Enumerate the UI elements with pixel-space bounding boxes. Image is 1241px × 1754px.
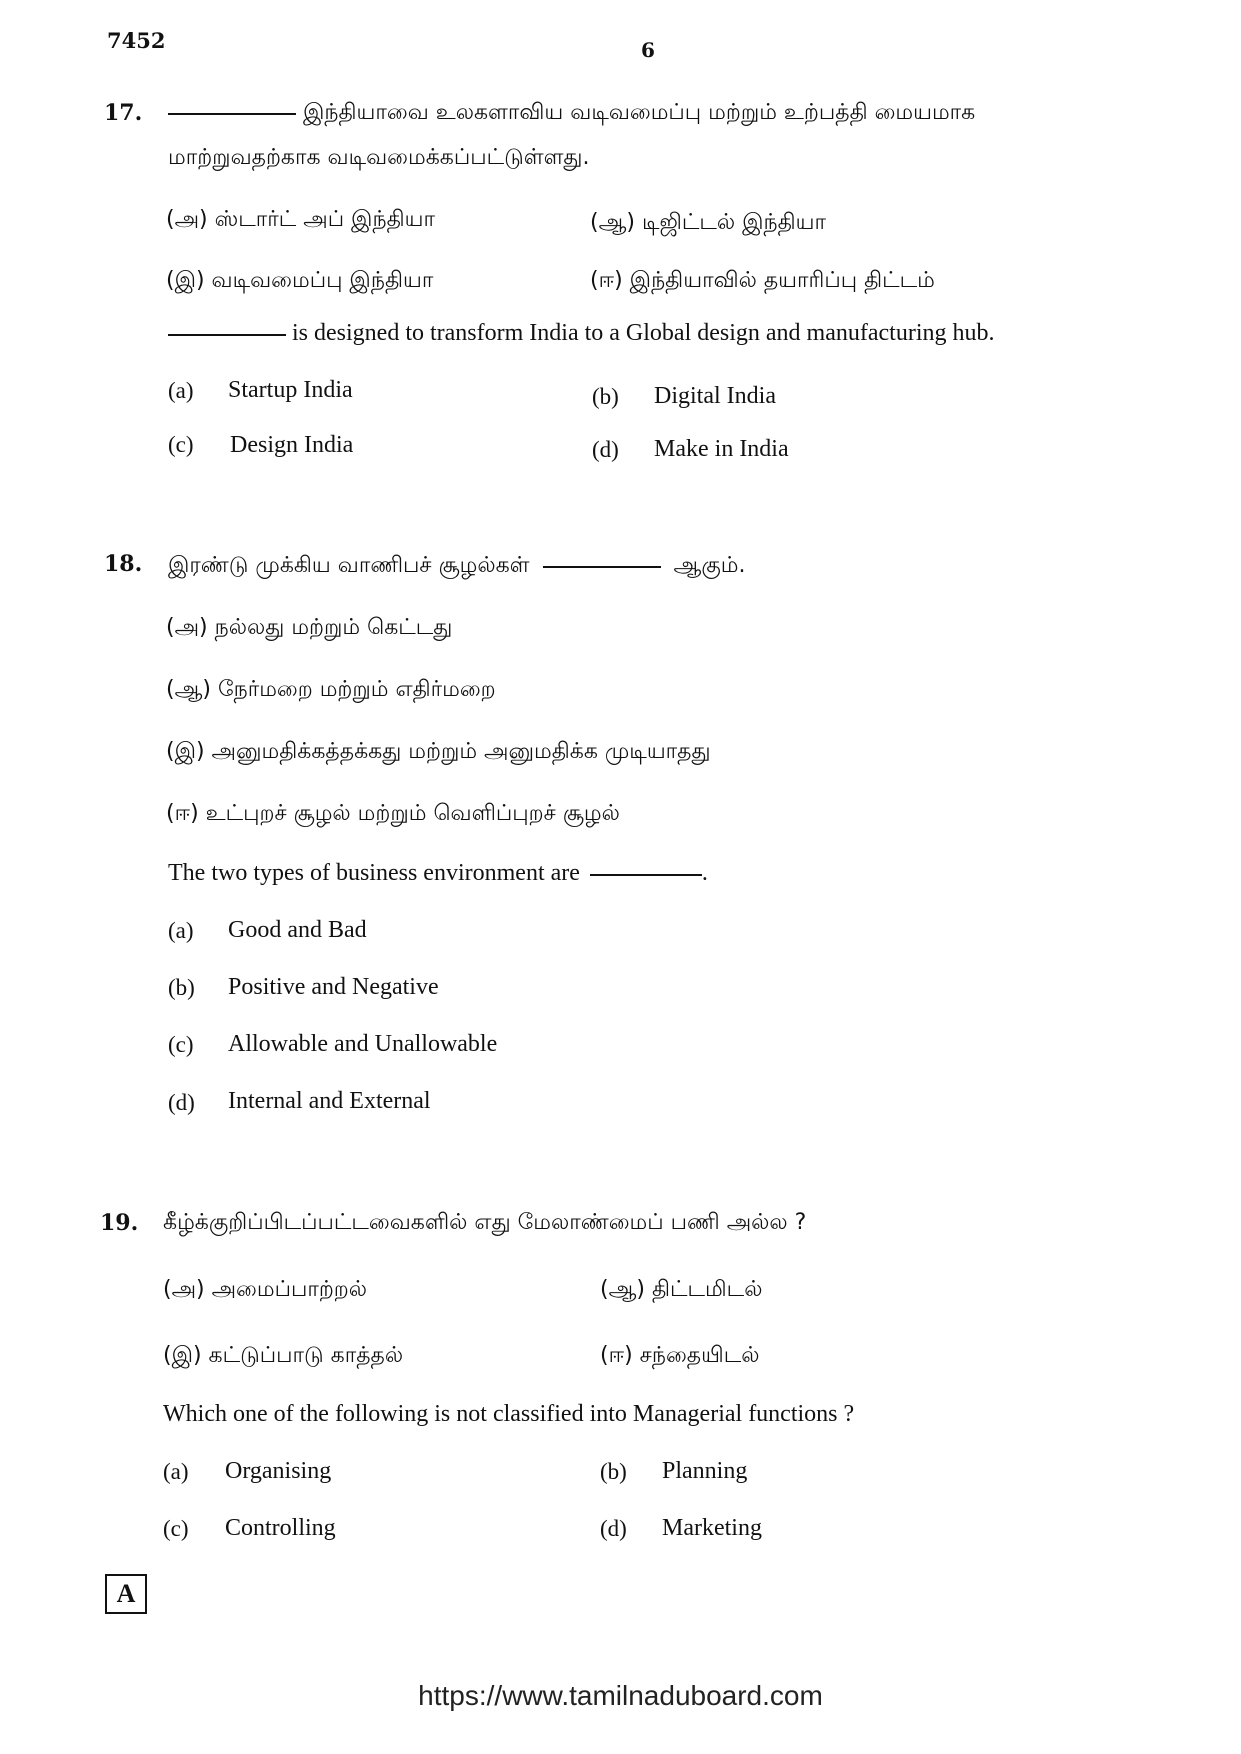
option-label: (b) [592, 384, 619, 409]
option-label: (d) [600, 1516, 627, 1541]
answer-blank [168, 113, 296, 115]
option-text: Organising [225, 1458, 332, 1484]
option-label: (d) [592, 437, 619, 462]
option-text: Controlling [225, 1515, 336, 1541]
footer-url: https://www.tamilnaduboard.com [418, 1680, 823, 1711]
tamil-option: (ஈ) இந்தியாவில் தயாரிப்பு திட்டம் [590, 268, 935, 293]
tamil-option: (அ) ஸ்டார்ட் அப் இந்தியா [166, 207, 435, 232]
tamil-option: (ஆ) நேர்மறை மற்றும் எதிர்மறை [166, 677, 496, 702]
question-tamil: கீழ்க்குறிப்பிடப்பட்டவைகளில் எது மேலாண்மைப் பணி அல்ல ? [163, 1210, 807, 1235]
option-label: (a) [168, 918, 194, 943]
option-text: Planning [662, 1458, 748, 1484]
page-number: 6 [641, 38, 655, 62]
option-text: Design India [230, 432, 354, 458]
question-number: 19. [100, 1210, 139, 1236]
tamil-option: (ஆ) திட்டமிடல் [600, 1277, 763, 1302]
tamil-option: (அ) அமைப்பாற்றல் [163, 1277, 368, 1302]
question-number: 18. [104, 551, 143, 577]
tamil-option: (இ) கட்டுப்பாடு காத்தல் [163, 1343, 404, 1368]
option-text: Make in India [654, 436, 789, 462]
option-label: (c) [168, 432, 194, 457]
tamil-option: (ஈ) உட்புறச் சூழல் மற்றும் வெளிப்புறச் சூழல் [166, 801, 620, 826]
question-english: The two types of business environment are . [168, 860, 708, 886]
option-text: Marketing [662, 1515, 762, 1541]
option-label: (b) [168, 975, 195, 1000]
question-number: 17. [104, 100, 143, 126]
option-label: (d) [168, 1090, 195, 1115]
option-text: Startup India [228, 377, 353, 403]
series-box: A [105, 1574, 147, 1614]
option-text: Internal and External [228, 1088, 431, 1114]
option-text: Digital India [654, 383, 776, 409]
tamil-option: (ஆ) டிஜிட்டல் இந்தியா [590, 210, 827, 235]
option-label: (b) [600, 1459, 627, 1484]
option-label: (c) [168, 1032, 194, 1057]
answer-blank [590, 874, 702, 876]
tamil-option: (ஈ) சந்தையிடல் [600, 1343, 760, 1368]
question-tamil: இரண்டு முக்கிய வாணிபச் சூழல்கள் ஆகும். [168, 553, 746, 578]
option-text: Good and Bad [228, 917, 367, 943]
answer-blank [168, 334, 286, 336]
question-english: is designed to transform India to a Global design and manufacturing hub. [168, 320, 995, 347]
tamil-option: (இ) அனுமதிக்கத்தக்கது மற்றும் அனுமதிக்க முடியாதது [166, 739, 711, 764]
tamil-option: (அ) நல்லது மற்றும் கெட்டது [166, 615, 453, 640]
option-text: Positive and Negative [228, 974, 439, 1000]
option-label: (a) [168, 378, 194, 403]
question-tamil-line1: இந்தியாவை உலகளாவிய வடிவமைப்பு மற்றும் உற்பத்தி மையமாக [168, 100, 975, 128]
question-english: Which one of the following is not classified into Managerial functions ? [163, 1401, 855, 1427]
tamil-option: (இ) வடிவமைப்பு இந்தியா [166, 268, 434, 293]
option-text: Allowable and Unallowable [228, 1031, 498, 1057]
option-label: (a) [163, 1459, 189, 1484]
question-tamil-line2: மாற்றுவதற்காக வடிவமைக்கப்பட்டுள்ளது. [168, 145, 590, 170]
answer-blank [543, 566, 661, 568]
paper-code: 7452 [107, 28, 166, 53]
option-label: (c) [163, 1516, 189, 1541]
